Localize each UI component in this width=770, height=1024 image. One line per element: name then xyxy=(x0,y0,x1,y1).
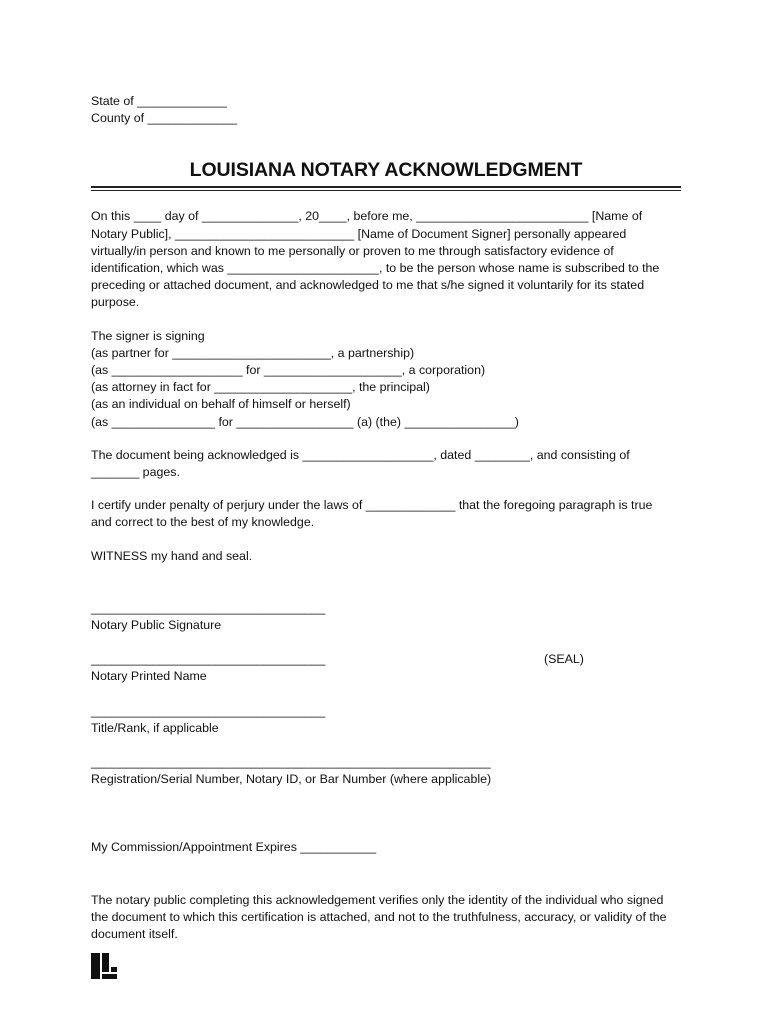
intro-line[interactable]: On this ____ day of ______________, 20____, before me, _________________________ [Name of xyxy=(91,209,643,224)
title-divider xyxy=(91,186,681,191)
brand-logo-icon xyxy=(91,953,117,979)
registration-block xyxy=(91,754,681,788)
commission-expiry-field[interactable]: My Commission/Appointment Expires ___________ xyxy=(91,840,377,855)
seal-label: (SEAL) xyxy=(544,652,584,667)
county-field[interactable]: County of _____________ xyxy=(91,111,238,126)
notary-printed-label: Notary Printed Name xyxy=(91,669,207,684)
document-content xyxy=(91,93,681,943)
capacity-option-attorney[interactable]: (as attorney in fact for ____________________, the principal) xyxy=(91,380,430,395)
witness-statement: WITNESS my hand and seal. xyxy=(91,548,253,563)
notary-signature-line[interactable]: __________________________________ xyxy=(91,600,326,615)
venue-block xyxy=(91,93,681,127)
title-rank-block xyxy=(91,703,681,737)
capacity-option-other[interactable]: (as _______________ for _________________ (a) (the) ________________) xyxy=(91,414,519,429)
intro-line[interactable]: Notary Public], __________________________ [Name of Document Signer] personally appeared xyxy=(91,226,627,241)
disclaimer-line: The notary public completing this acknowledgement verifies only the identity of the individual who signed xyxy=(91,892,664,907)
disclaimer-line: document itself. xyxy=(91,927,178,942)
title-rank-label: Title/Rank, if applicable xyxy=(91,720,219,735)
capacity-paragraph xyxy=(91,328,681,431)
capacity-option-individual: (as an individual on behalf of himself or herself) xyxy=(91,397,351,412)
document-line[interactable]: _______ pages. xyxy=(91,465,180,480)
disclaimer-line: the document to which this certification is attached, and not to the truthfulness, accuracy, or validity of the xyxy=(91,909,667,924)
notary-signature-label: Notary Public Signature xyxy=(91,618,222,633)
capacity-heading: The signer is signing xyxy=(91,328,205,343)
notary-printed-block xyxy=(91,651,681,685)
registration-line[interactable]: __________________________________________________________ xyxy=(91,755,491,770)
intro-line[interactable]: identification, which was ______________________, to be the person whose name is subscribed to the xyxy=(91,261,660,276)
state-field[interactable]: State of _____________ xyxy=(91,94,227,108)
capacity-option-corporation[interactable]: (as ___________________ for ____________________, a corporation) xyxy=(91,363,486,378)
certify-paragraph xyxy=(91,497,681,531)
certify-line[interactable]: I certify under penalty of perjury under the laws of _____________ that the foregoing paragraph is true xyxy=(91,498,653,513)
registration-label: Registration/Serial Number, Notary ID, or Bar Number (where applicable) xyxy=(91,772,492,787)
intro-line: purpose. xyxy=(91,295,140,310)
capacity-option-partner[interactable]: (as partner for _______________________, a partnership) xyxy=(91,345,415,360)
document-line[interactable]: The document being acknowledged is ___________________, dated ________, and consisting of xyxy=(91,447,630,462)
intro-line: preceding or attached document, and acknowledged to me that s/he signed it voluntarily for its stated xyxy=(91,278,645,293)
intro-line: virtually/in person and known to me personally or proven to me through satisfactory evidence of xyxy=(91,243,614,258)
intro-paragraph xyxy=(91,208,681,311)
disclaimer-paragraph xyxy=(91,892,681,944)
document-paragraph xyxy=(91,447,681,481)
notary-signature-block xyxy=(91,600,681,634)
notary-printed-line[interactable]: __________________________________ xyxy=(91,652,326,667)
certify-line: and correct to the best of my knowledge. xyxy=(91,515,315,530)
title-rank-line[interactable]: __________________________________ xyxy=(91,703,326,718)
document-title: LOUISIANA NOTARY ACKNOWLEDGMENT xyxy=(189,159,583,182)
